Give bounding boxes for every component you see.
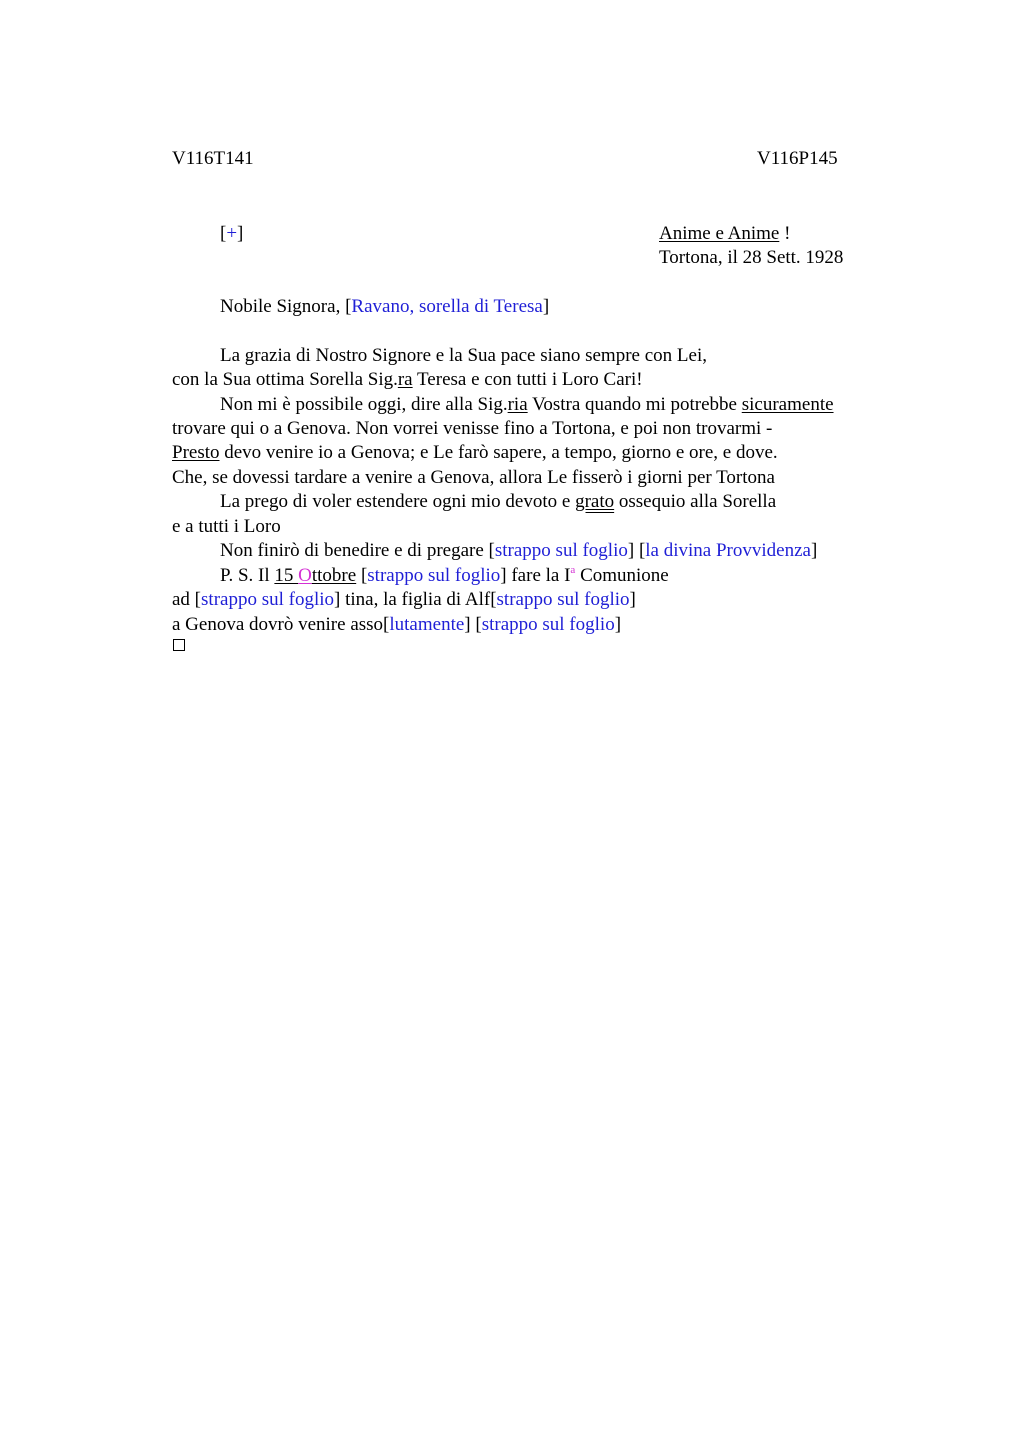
editor-note: la divina Provvidenza: [645, 540, 811, 561]
letter-line: Che, se dovessi tardare a venire a Genova, allora Le fisserò i giorni per Tortona: [172, 467, 775, 488]
editor-note: strappo sul foglio: [496, 589, 630, 610]
cross-symbol: +: [226, 223, 238, 244]
document-code-left: V116T141: [172, 148, 254, 169]
postscript-line: P. S. Il 15 Ottobre [strappo sul foglio] fare la $I^a$ Comunione: [220, 564, 669, 586]
postscript-line: ad [strappo sul foglio] tina, la figlia di Alf[strappo sul foglio]: [172, 589, 636, 610]
editor-note: strappo sul foglio: [201, 589, 335, 610]
cross-mark: [+]: [220, 223, 244, 244]
document-code-right: V116P145: [757, 148, 838, 169]
editor-note: strappo sul foglio: [367, 565, 501, 586]
end-marker-box: [173, 639, 185, 651]
letter-line: Non mi è possibile oggi, dire alla Sig.ria Vostra quando mi potrebbe sicuramente: [220, 394, 834, 415]
letter-line: Presto devo venire io a Genova; e Le farò sapere, a tempo, giorno e ore, e dove.: [172, 442, 778, 463]
letter-line: La prego di voler estendere ogni mio devoto e grato ossequio alla Sorella: [220, 491, 777, 512]
motto: Anime e Anime !: [659, 223, 791, 244]
postscript-line: a Genova dovrò venire asso[lutamente] [strappo sul foglio]: [172, 614, 622, 635]
letter-line: La grazia di Nostro Signore e la Sua pace siano sempre con Lei,: [220, 345, 707, 366]
date-line: Tortona, il 28 Sett. 1928: [659, 247, 844, 268]
letter-line: Non finirò di benedire e di pregare [strappo sul foglio] [la divina Provvidenza]: [220, 540, 818, 561]
letter-line: e a tutti i Loro: [172, 516, 281, 537]
editor-note: lutamente: [389, 614, 465, 635]
letter-line: trovare qui o a Genova. Non vorrei venisse fino a Tortona, e poi non trovarmi -: [172, 418, 773, 439]
letter-line: con la Sua ottima Sorella Sig.ra Teresa e con tutti i Loro Cari!: [172, 369, 643, 390]
editor-note: Ravano, sorella di Teresa: [351, 296, 543, 317]
salutation: Nobile Signora, [Ravano, sorella di Teresa]: [220, 296, 550, 317]
editor-note: strappo sul foglio: [481, 614, 615, 635]
editor-note: strappo sul foglio: [494, 540, 628, 561]
